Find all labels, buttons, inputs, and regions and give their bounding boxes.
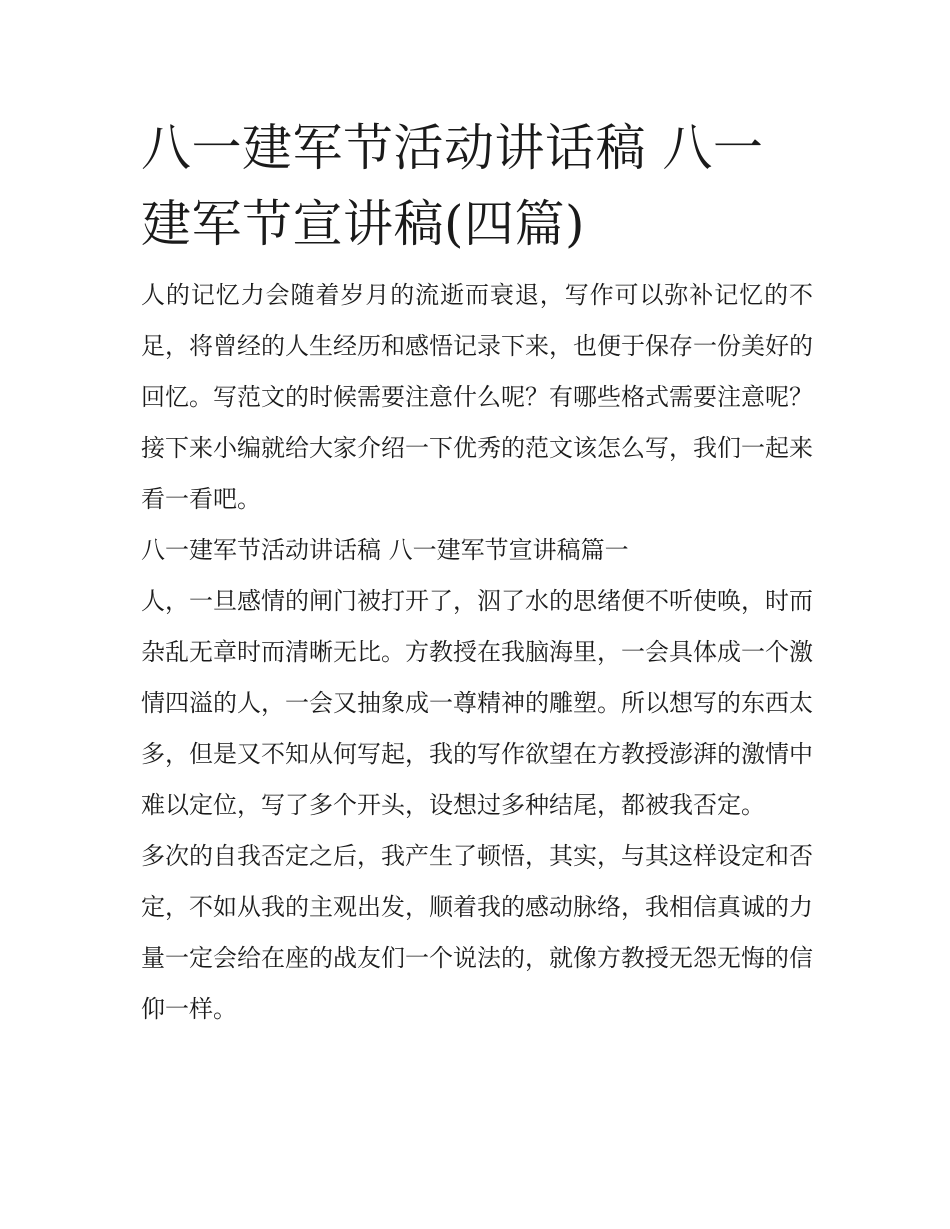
document-title: 八一建军节活动讲话稿 八一建军节宣讲稿(四篇) [141,119,764,253]
intro-paragraph: 人的记忆力会随着岁月的流逝而衰退，写作可以弥补记忆的不足，将曾经的人生经历和感悟记录下来，也便于保存一份美好的回忆。写范文的时候需要注意什么呢？有哪些格式需要注意呢？接下来小编就给大家介绍一下优秀的范文该怎么写，我们一起来看一看吧。 [141,281,813,513]
body-paragraph-2: 多次的自我否定之后，我产生了顿悟，其实，与其这样设定和否定，不如从我的主观出发，顺着我的感动脉络，我相信真诚的力量一定会给在座的战友们一个说法的，就像方教授无怨无悔的信仰一样。 [141,842,813,1023]
document-page [141,110,813,1035]
section-heading: 八一建军节活动讲话稿 八一建军节宣讲稿篇一 [141,536,629,564]
body-paragraph-1: 人，一旦感情的闸门被打开了，泅了水的思绪便不听使唤，时而杂乱无章时而清晰无比。方教授在我脑海里，一会具体成一个激情四溢的人，一会又抽象成一尊精神的雕塑。所以想写的东西太多，但是又不知从何写起，我的写作欲望在方教授澎湃的激情中难以定位，写了多个开头，设想过多种结尾，都被我否定。 [141,587,813,819]
